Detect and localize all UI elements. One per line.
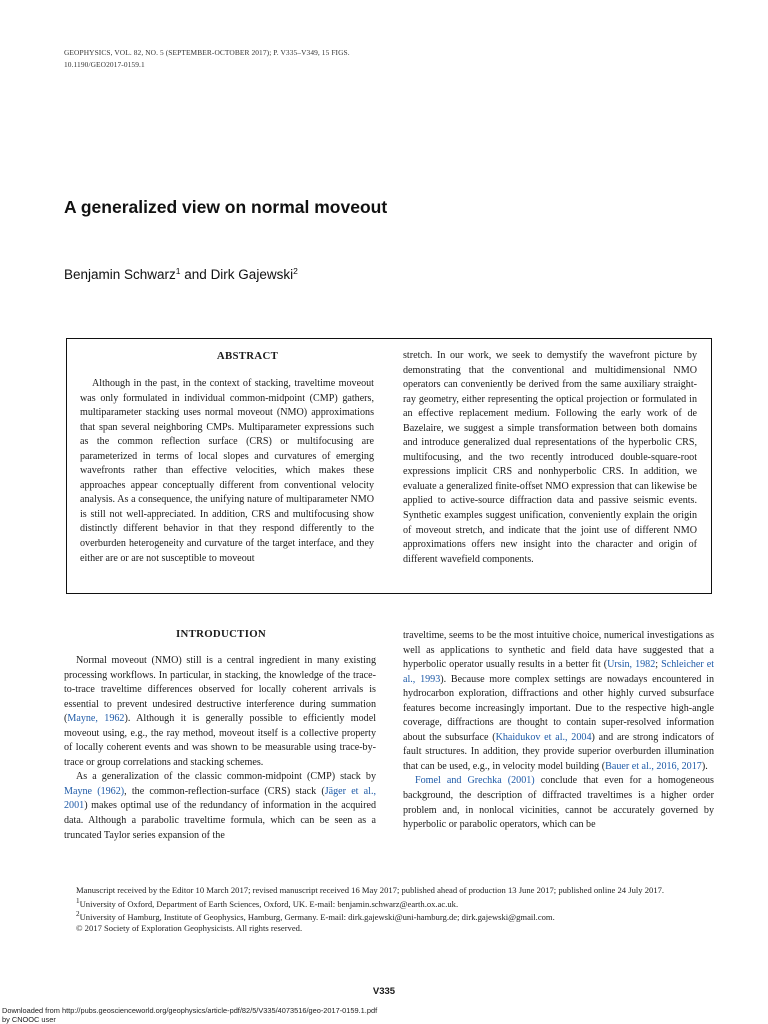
- page-number: V335: [372, 986, 396, 997]
- citation-link-mayne[interactable]: Mayne (1962): [64, 785, 125, 797]
- doi: 10.1190/GEO2017-0159.1: [64, 60, 145, 69]
- citation-link-bauer-2016-2017[interactable]: Bauer et al., 2016, 2017: [605, 760, 702, 772]
- citation-link-khaidukov-2004[interactable]: Khaidukov et al., 2004: [495, 731, 592, 743]
- copyright: © 2017 Society of Exploration Geophysicists. All rights reserved.: [76, 922, 303, 933]
- download-notice: [2, 1006, 377, 1024]
- citation-link-jager-2001[interactable]: Jäger et al., 2001: [64, 785, 376, 812]
- manuscript-dates: Manuscript received by the Editor 10 March 2017; revised manuscript received 16 May 2017; published ahead of production 13 June 2017; published online 24 July 2017.: [76, 885, 665, 895]
- intro-paragraph-4: Fomel and Grechka (2001) conclude that even for a homogeneous background, the description of diffracted traveltimes is a higher order problem and, in nonlocal vicinities, cannot be accurately governed by hyperbolic or parabolic operators, which can be: [403, 775, 714, 831]
- author-schwarz: Benjamin Schwarz: [64, 267, 176, 282]
- author-joiner: and: [180, 267, 211, 282]
- affiliation-mark-1: 1: [175, 266, 181, 276]
- download-url[interactable]: Downloaded from http://pubs.geoscienceworld.org/geophysics/article-pdf/82/5/V335/4073516/geo-2017-0159.1.pdf: [2, 1006, 378, 1015]
- abstract-left-column: [80, 377, 374, 566]
- footnotes: [64, 885, 714, 933]
- download-user: by CNOOC user: [2, 1015, 56, 1024]
- journal-header: [64, 47, 350, 71]
- abstract-right-text: stretch. In our work, we seek to demystify the wavefront picture by demonstrating that the conventional and multidimensional NMO operators can conveniently be derived from the same auxiliary straight-ray geometry, either representing the optical projection or formulated in an effective replacement medium. Following the early work of de Bazelaire, we suggest a simple transformation between both domains and introduce generalized dual representations of the hyperbolic CRS, multifocusing, and the two recently introduced double-square-root expressions implicit CRS and nonhyperbolic CRS. In addition, we evaluate a generalized finite-offset NMO expression that can likewise be applied to active-source diffraction data and passive seismic events. Synthetic examples suggest unification, conveniently explain the origin of moveout stretch, and indicate that the joint use of different NMO approximations offers new insight into the character and origin of different wavefield components.: [403, 350, 697, 565]
- intro-paragraph-3: traveltime, seems to be the most intuitive choice, numerical investigations as well as applications to synthetic and field data have suggested that a hyperbolic operator usually results in a better fit (Ursin, 1982; Schleicher et al., 1993). Because more complex settings are nowadays encountered in hydrocarbon exploration, diffractions and other highly curved subsurface features become increasingly important. Due to the respective high-angle coverage, diffractions are thought to contain super-resolved information about the subsurface (Khaidukov et al., 2004) and are strong indicators of fault structures. In addition, they provide superior overburden illumination that can be used, e.g., in velocity model building (Bauer et al., 2016, 2017).: [403, 630, 715, 772]
- intro-right-column: [403, 629, 714, 833]
- affiliation-2: $^2$University of Hamburg, Institute of Geophysics, Hamburg, Germany. E-mail: dirk.gajewski@uni-hamburg.de; dirk.gajewski@gmail.com.: [76, 910, 555, 922]
- author-gajewski: Dirk Gajewski: [210, 267, 294, 282]
- intro-paragraph-1: Normal moveout (NMO) still is a central ingredient in many existing processing workflows. In particular, in stacking, the knowledge of the trace-to-trace traveltime differences observed for locally coherent arrivals is essential to prevent undesired destructive interference during summation (Mayne, 1962). Although it is generally possible to efficiently model moveout using, e.g., the ray method, moveout itself is a collective property of locally coherent events and was shown to be measurable using trace-by-trace or group correlations and stacking schemes.: [64, 655, 377, 768]
- abstract-left-text: Although in the past, in the context of stacking, traveltime moveout was only formulated in individual common-midpoint (CMP) gathers, multiparameter stacking uses normal moveout (NMO) approximations that span several neighboring CMPs. Multiparameter expressions such as the common reflection surface (CRS) or multifocusing are parameterized in terms of local slopes and curvatures of emerging wavefronts rather than effective velocities, which makes these approaches appear conceptually different from conventional velocity analysis. As a consequence, the unifying nature of multiparameter NMO is still not well-appreciated. In addition, CRS and multifocusing show distinctly different behavior in that they respond differently to the overburden heterogeneity and curvature of the target interface, and they either are or are not susceptible to moveout: [80, 378, 374, 564]
- paper-title: A generalized view on normal moveout: [64, 197, 388, 217]
- citation-link-fomel-grechka-2001[interactable]: Fomel and Grechka (2001): [415, 775, 535, 787]
- intro-left-column: [64, 654, 376, 843]
- author-line: [64, 266, 298, 282]
- affiliation-1: $^1$University of Oxford, Department of Earth Sciences, Oxford, UK. E-mail: benjamin.schwarz@earth.ox.ac.uk.: [76, 896, 459, 909]
- citation-link-ursin-1982[interactable]: Ursin, 1982: [607, 659, 656, 671]
- citation-link-mayne-1962[interactable]: Mayne, 1962: [67, 713, 125, 725]
- abstract-right-column: [403, 349, 697, 567]
- introduction-heading: INTRODUCTION: [176, 628, 266, 640]
- affiliation-mark-2: 2: [293, 266, 298, 276]
- intro-paragraph-2: As a generalization of the classic common-midpoint (CMP) stack by Mayne (1962), the common-reflection-surface (CRS) stack (Jäger et al., 2001) makes optimal use of the redundancy of information in the acquired data. Although a parabolic traveltime formula, which can be seen as a truncated Taylor series expansion of the: [64, 771, 376, 841]
- citation-link-schleicher-1993[interactable]: Schleicher et al., 1993: [403, 659, 715, 685]
- abstract-heading: ABSTRACT: [216, 350, 279, 362]
- journal-citation: GEOPHYSICS, VOL. 82, NO. 5 (SEPTEMBER-OCTOBER 2017); P. V335–V349, 15 FIGS.: [64, 48, 350, 57]
